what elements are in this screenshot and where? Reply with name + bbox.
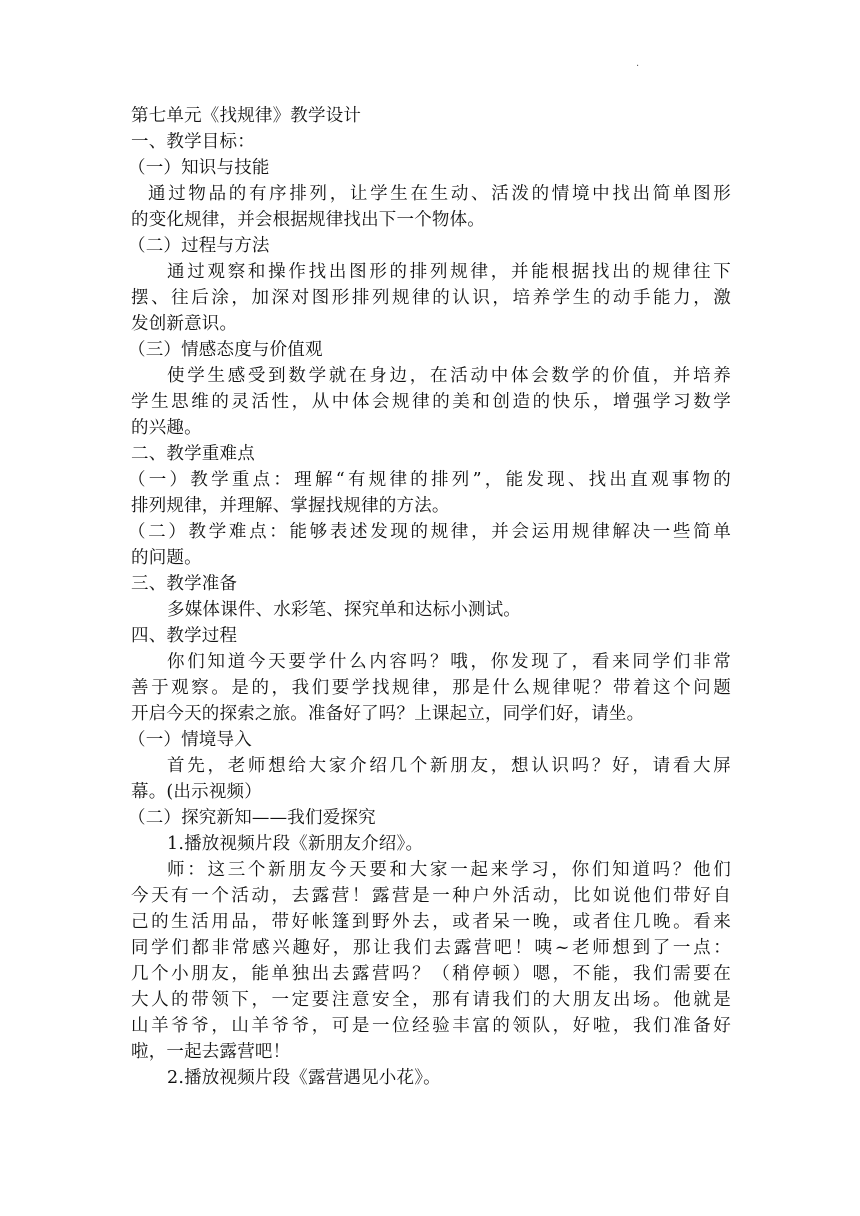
section-4-heading: 四、教学过程 [131, 626, 238, 646]
step-2-line: 2.播放视频片段《露营遇见小花》。 [167, 1068, 441, 1088]
paragraph-line: 首先，老师想给大家介绍几个新朋友，想认识吗？好，请看大屏 [167, 756, 731, 776]
paragraph-line: 学生思维的灵活性，从中体会规律的美和创造的快乐，增强学习数学 [131, 392, 731, 412]
paragraph-line: 通过物品的有序排列，让学生在生动、活泼的情境中找出简单图形 [148, 184, 731, 204]
paragraph-line: 几个小朋友，能单独出去露营吗？（稍停顿）嗯，不能，我们需要在 [131, 964, 731, 984]
paragraph-line: 大人的带领下，一定要注意安全，那有请我们的大朋友出场。他就是 [131, 990, 731, 1010]
paragraph-line: 发创新意识。 [131, 314, 238, 334]
paragraph-line: 摆、往后涂，加深对图形排列规律的认识，培养学生的动手能力，激 [131, 288, 731, 308]
paragraph-line: 师：这三个新朋友今天要和大家一起来学习，你们知道吗？他们 [167, 860, 731, 880]
key-point-line: （一）教学重点：理解“有规律的排列”，能发现、找出直观事物的 [128, 470, 731, 490]
paragraph-line: 善于观察。是的，我们要学找规律，那是什么规律呢？带着这个问题 [131, 678, 731, 698]
materials-line: 多媒体课件、水彩笔、探究单和达标小测试。 [167, 600, 521, 620]
paragraph-line: 的兴趣。 [131, 418, 202, 438]
paragraph-line: 开启今天的探索之旅。准备好了吗？上课起立，同学们好，请坐。 [131, 704, 645, 724]
paragraph-line: 今天有一个活动，去露营！露营是一种户外活动，比如说他们带好自 [131, 886, 731, 906]
section-4-sub-2-heading: （二）探究新知——我们爱探究 [128, 808, 376, 828]
key-point-line: 排列规律，并理解、掌握找规律的方法。 [131, 496, 450, 516]
section-1-heading: 一、教学目标： [131, 132, 255, 152]
paragraph-line: 的变化规律，并会根据规律找出下一个物体。 [131, 210, 485, 230]
paragraph-line: 你们知道今天要学什么内容吗？哦，你发现了，看来同学们非常 [167, 652, 731, 672]
difficult-point-line: （二）教学难点：能够表述发现的规律，并会运用规律解决一些简单 [128, 522, 731, 542]
section-2-heading: 二、教学重难点 [131, 444, 255, 464]
step-1-line: 1.播放视频片段《新朋友介绍》。 [167, 834, 424, 854]
paragraph-line: 使学生感受到数学就在身边，在活动中体会数学的价值，并培养 [167, 366, 731, 386]
paragraph-line: 同学们都非常感兴趣好，那让我们去露营吧！咦~老师想到了一点： [131, 938, 731, 958]
section-1-sub-3-heading: （三）情感态度与价值观 [128, 340, 323, 360]
paragraph-line: 通过观察和操作找出图形的排列规律，并能根据找出的规律往下 [167, 262, 731, 282]
paragraph-line: 啦，一起去露营吧！ [131, 1042, 291, 1062]
document-title: 第七单元《找规律》教学设计 [131, 106, 362, 126]
section-1-sub-2-heading: （二）过程与方法 [128, 236, 270, 256]
paragraph-line: 己的生活用品，带好帐篷到野外去，或者呆一晚，或者住几晚。看来 [131, 912, 731, 932]
section-4-sub-1-heading: （一）情境导入 [128, 730, 252, 750]
document-page [128, 103, 731, 1091]
paragraph-line: 幕。(出示视频） [131, 782, 262, 802]
section-1-sub-1-heading: （一）知识与技能 [128, 158, 270, 178]
paragraph-line: 山羊爷爷，山羊爷爷，可是一位经验丰富的领队，好啦，我们准备好 [131, 1016, 731, 1036]
difficult-point-line: 的问题。 [131, 548, 202, 568]
section-3-heading: 三、教学准备 [131, 574, 238, 594]
page-corner-mark: . [636, 58, 640, 69]
